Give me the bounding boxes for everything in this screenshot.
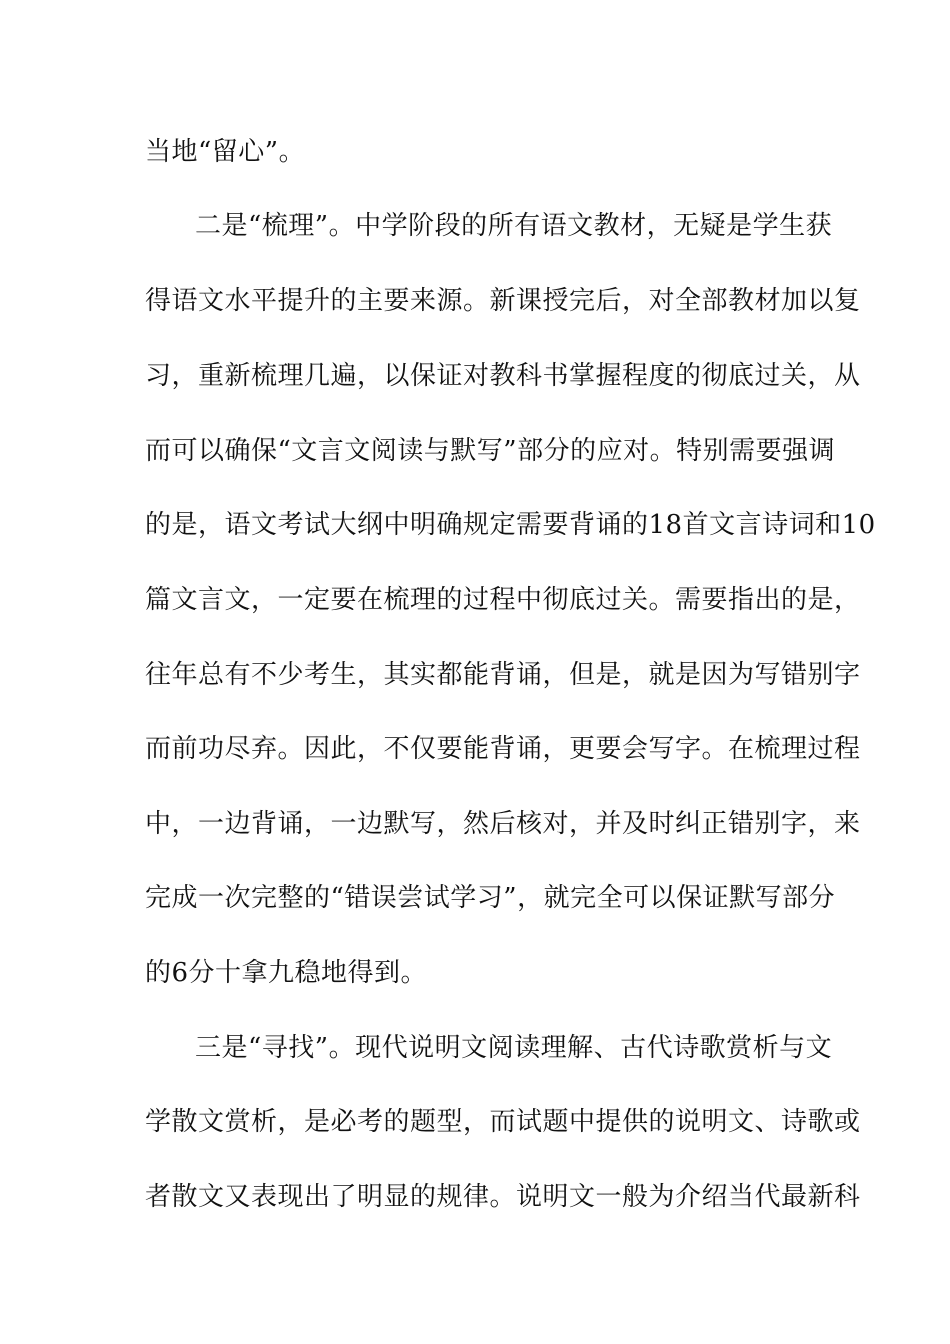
- text-line: 而可以确保“文言文阅读与默写”部分的应对。特别需要强调: [145, 436, 836, 466]
- paragraph-start-line: 二是“梳理”。中学阶段的所有语文教材，无疑是学生获: [195, 211, 833, 241]
- text-line: 得语文水平提升的主要来源。新课授完后，对全部教材加以复: [145, 286, 861, 316]
- text-line: 而前功尽弃。因此，不仅要能背诵，更要会写字。在梳理过程: [145, 734, 861, 764]
- text-line: 习，重新梳理几遍，以保证对教科书掌握程度的彻底过关，从: [145, 361, 861, 391]
- text-line: 往年总有不少考生，其实都能背诵，但是，就是因为写错别字: [145, 660, 861, 690]
- text-line: 中，一边背诵，一边默写，然后核对，并及时纠正错别字，来: [145, 809, 861, 839]
- text-line: 当地“留心”。: [145, 137, 306, 167]
- text-line: 篇文言文，一定要在梳理的过程中彻底过关。需要指出的是，: [145, 585, 861, 615]
- text-line: 完成一次完整的“错误尝试学习”，就完全可以保证默写部分: [145, 883, 836, 913]
- text-line: 学散文赏析，是必考的题型，而试题中提供的说明文、诗歌或: [145, 1107, 861, 1137]
- paragraph-start-line: 三是“寻找”。现代说明文阅读理解、古代诗歌赏析与文: [195, 1033, 833, 1063]
- text-line: 的6分十拿九稳地得到。: [145, 958, 428, 988]
- text-line: 的是，语文考试大纲中明确规定需要背诵的18首文言诗词和10: [145, 510, 876, 540]
- text-line: 者散文又表现出了明显的规律。说明文一般为介绍当代最新科: [145, 1182, 861, 1212]
